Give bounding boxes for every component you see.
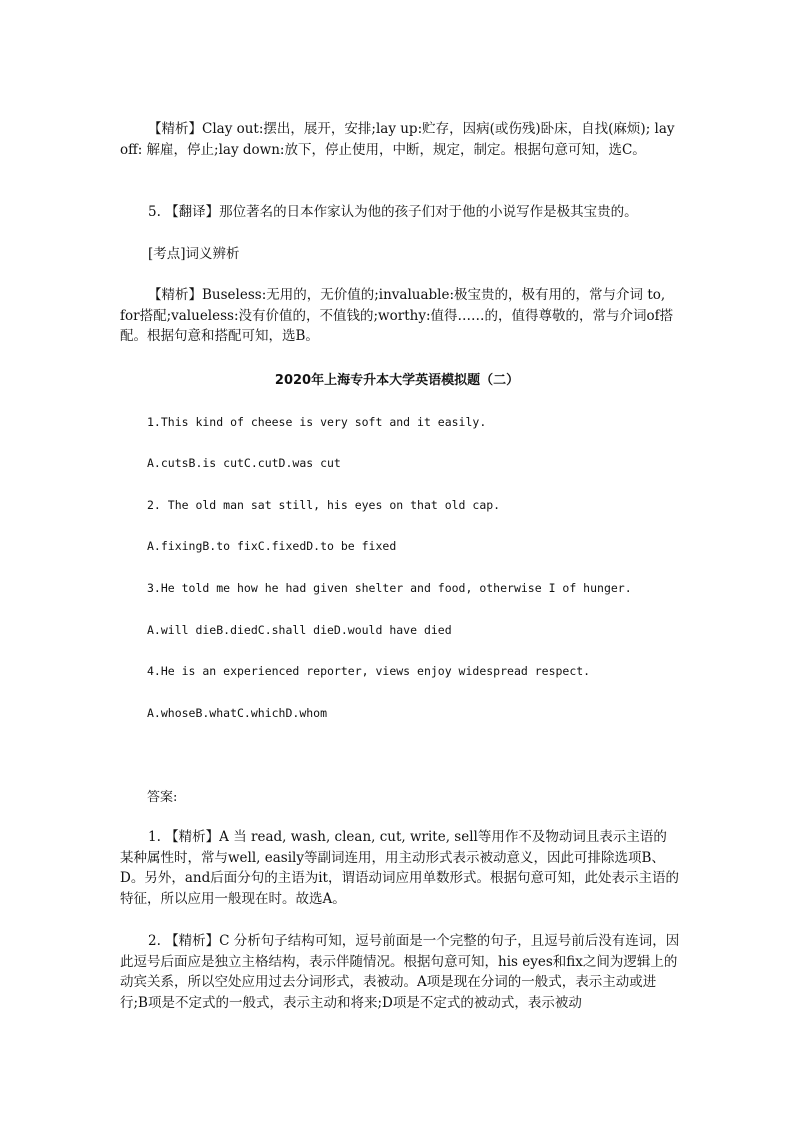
question-1-stem: 1.This kind of cheese is very soft and it easily. <box>147 415 487 429</box>
question-2-options: A.fixingB.to fixC.fixedD.to be fixed <box>147 539 397 553</box>
question-1-options: A.cutsB.is cutC.cutD.was cut <box>147 456 341 470</box>
section-title: 2020年上海专升本大学英语模拟题（二） <box>274 373 520 388</box>
paragraph-testpoint: [考点]词义辨析 <box>148 246 240 262</box>
paragraph-translation: 5. 【翻译】那位著名的日本作家认为他的孩子们对于他的小说写作是极其宝贵的。 <box>148 204 638 220</box>
question-2-stem: 2. The old man sat still, his eyes on that old cap. <box>147 498 501 512</box>
question-4-stem: 4.He is an experienced reporter, views enjoy widespread respect. <box>147 664 591 678</box>
question-3-options: A.will dieB.diedC.shall dieD.would have died <box>147 623 452 637</box>
explanation-1: 1. 【精析】A 当 read, wash, clean, cut, write, sell等用作不及物动词且表示主语的某种属性时，常与well, easily等副词连用，用主动形式表示被动意义，因此可排除选项B、D。另外，and后面分句的主语为it，谓语动词应用单数形式。根据句意可知，此处表示主语的特征，所以应用一般现在时。故选A。 <box>120 829 679 907</box>
paragraph-analysis-5: 【精析】Buseless:无用的，无价值的;invaluable:极宝贵的，极有用的，常与介词 to, for搭配;valueless:没有价值的，不值钱的;worthy:值得……的，值得尊敬的，常与介词of搭配。根据句意和搭配可知，选B。 <box>120 287 674 344</box>
answers-label: 答案: <box>147 790 178 805</box>
explanation-2: 2. 【精析】C 分析句子结构可知，逗号前面是一个完整的句子，且逗号前后没有连词，因此逗号后面应是独立主格结构，表示伴随情况。根据句意可知，his eyes和fix之间为逻辑上的动宾关系，所以空处应用过去分词形式，表被动。A项是现在分词的一般式，表示主动或进行;B项是不定式的一般式，表示主动和将来;D项是不定式的被动式，表示被动 <box>120 933 680 1011</box>
question-4-options: A.whoseB.whatC.whichD.whom <box>147 706 328 720</box>
question-3-stem: 3.He told me how he had given shelter and food, otherwise I of hunger. <box>147 581 632 595</box>
paragraph-analysis-prev: 【精析】Clay out:摆出，展开，安排;lay up:贮存，因病(或伤残)卧床，自找(麻烦); lay off: 解雇，停止;lay down:放下，停止使用，中断，规定，制定。根据句意可知，选C。 <box>120 121 675 158</box>
